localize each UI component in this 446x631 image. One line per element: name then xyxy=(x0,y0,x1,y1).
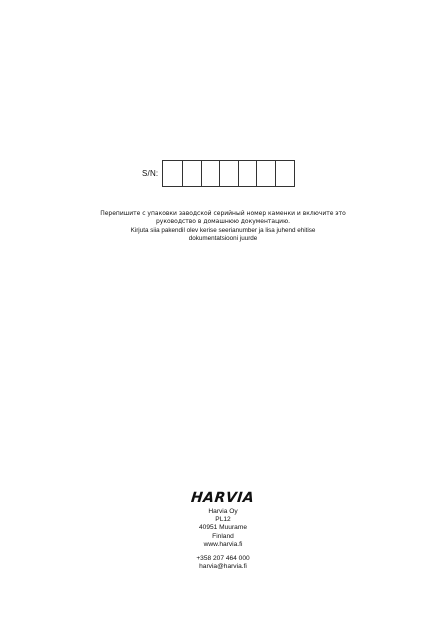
serial-box xyxy=(219,161,238,186)
company-country: Finland xyxy=(212,532,234,540)
company-po-box: PL12 xyxy=(215,516,231,524)
serial-box xyxy=(201,161,220,186)
harvia-logo: HARVIA xyxy=(190,490,256,506)
serial-number-field xyxy=(142,160,295,187)
company-contact xyxy=(0,489,446,571)
company-email: harvia@harvia.fi xyxy=(199,563,247,571)
serial-label: S/N: xyxy=(142,169,159,178)
serial-box xyxy=(275,161,294,186)
company-address xyxy=(0,508,446,549)
company-name: Harvia Oy xyxy=(208,508,238,515)
serial-box xyxy=(182,161,201,186)
serial-box xyxy=(256,161,275,186)
company-website: www.harvia.fi xyxy=(203,540,243,548)
instruction-ru-line1: Перепишите с упаковки заводской серийный номер каменки и включите это xyxy=(100,210,346,217)
instruction-et-line1: Kirjuta siia pakendil olev kerise seerianumber ja lisa juhend ehitise xyxy=(130,226,316,234)
serial-box xyxy=(238,161,257,186)
serial-box xyxy=(163,161,182,186)
serial-boxes xyxy=(162,160,294,187)
company-postal: 40951 Muurame xyxy=(198,524,248,532)
instruction-et-line2: dokumentatsiooni juurde xyxy=(188,235,258,243)
serial-instructions xyxy=(0,210,446,244)
company-phone-email xyxy=(0,555,446,571)
instruction-ru-line2: руководство в домашнюю документацию. xyxy=(155,218,291,226)
company-phone: +358 207 464 000 xyxy=(196,555,250,563)
